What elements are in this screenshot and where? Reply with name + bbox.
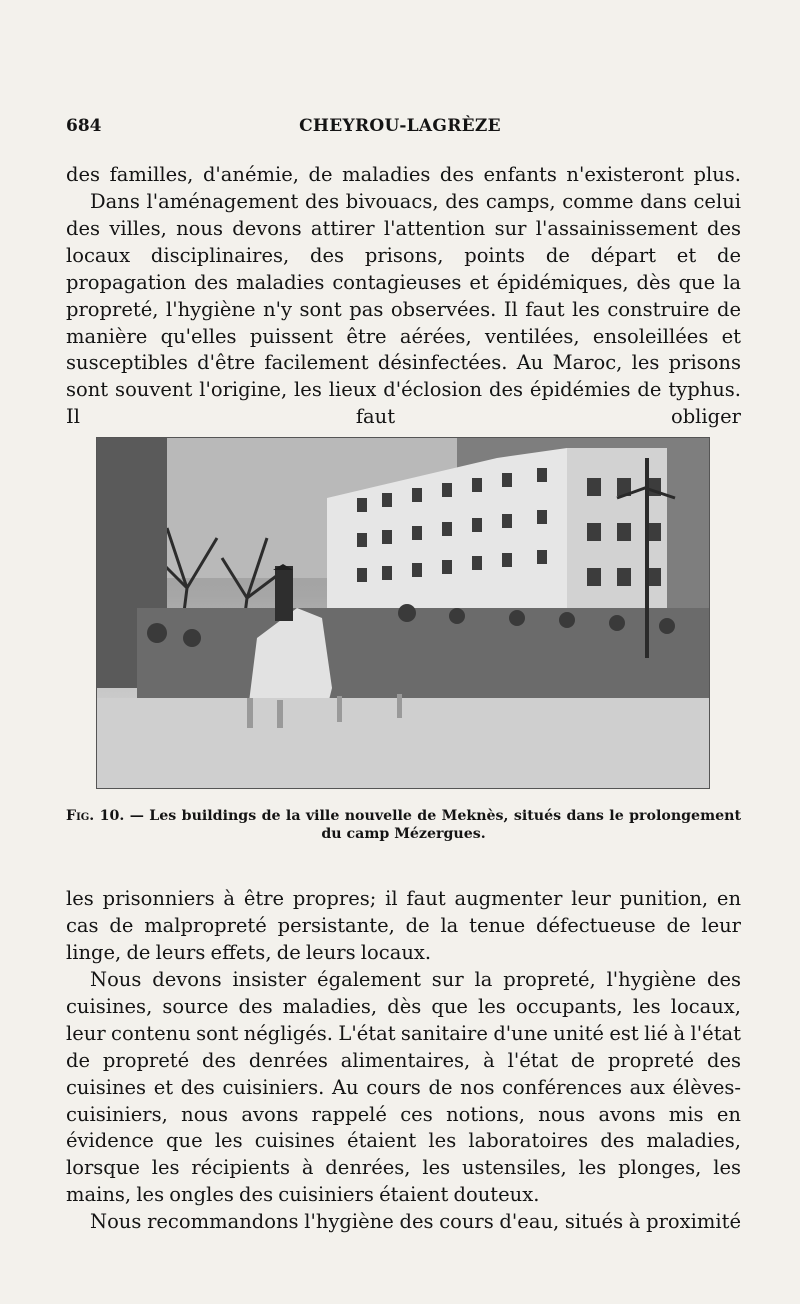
- figure-label: Fig. 10.: [66, 808, 125, 824]
- paragraph-bivouacs: Dans l'aménagement des bivouacs, des camps, comme dans celui des villes, nous devons attirer l'attention sur l'assainissement des locaux disciplinaires, des prisons, points de départ et de propagation des maladies contagieuses et épidémiques, dès que la propreté, l'hygiène n'y sont pas observées. Il faut les construire de manière qu'elles puissent être aérées, ventilées, ensoleillées et susceptibles d'être facilement désinfectées. Au Maroc, les prisons sont souvent l'origine, les lieux d'éclosion des épidémies de typhus. Il faut obliger: [66, 190, 741, 429]
- paragraph-waterways: Nous recommandons l'hygiène des cours d'eau, situés à proximité: [90, 1210, 741, 1233]
- caption-line-2: du camp Mézergues.: [321, 826, 486, 842]
- paragraph-prisoners: les prisonniers à être propres; il faut augmenter leur punition, en cas de malpropreté persistante, de la tenue défectueuse de leur linge, de leurs effets, de leurs locaux.: [66, 887, 741, 964]
- page-number: 684: [66, 116, 102, 136]
- caption-line-1: [66, 807, 741, 825]
- page-header: [66, 115, 734, 137]
- figure-photo: [96, 437, 710, 789]
- caption-text-1: — Les buildings de la ville nouvelle de Meknès, situés dans le prolongement: [124, 808, 741, 824]
- meknes-street-photo: [97, 438, 709, 788]
- paragraph-kitchens: Nous devons insister également sur la propreté, l'hygiène des cuisines, source des maladies, dès que les occupants, les locaux, leur contenu sont négligés. L'état sanitaire d'une unité est lié à l'état de propreté des denrées alimentaires, à l'état de propreté des cuisines et des cuisiniers. Au cours de nos conférences aux élèves-cuisiniers, nous avons rappelé ces notions, nous avons mis en évidence que les cuisines étaient les laboratoires des maladies, lorsque les récipients à denrées, les ustensiles, les plonges, les mains, les ongles des cuisiniers étaient douteux.: [66, 968, 741, 1207]
- paragraph-continuation: des familles, d'anémie, de maladies des enfants n'existeront plus.: [66, 163, 741, 186]
- running-title: CHEYROU-LAGRÈZE: [299, 116, 501, 136]
- figure-caption: [66, 807, 741, 843]
